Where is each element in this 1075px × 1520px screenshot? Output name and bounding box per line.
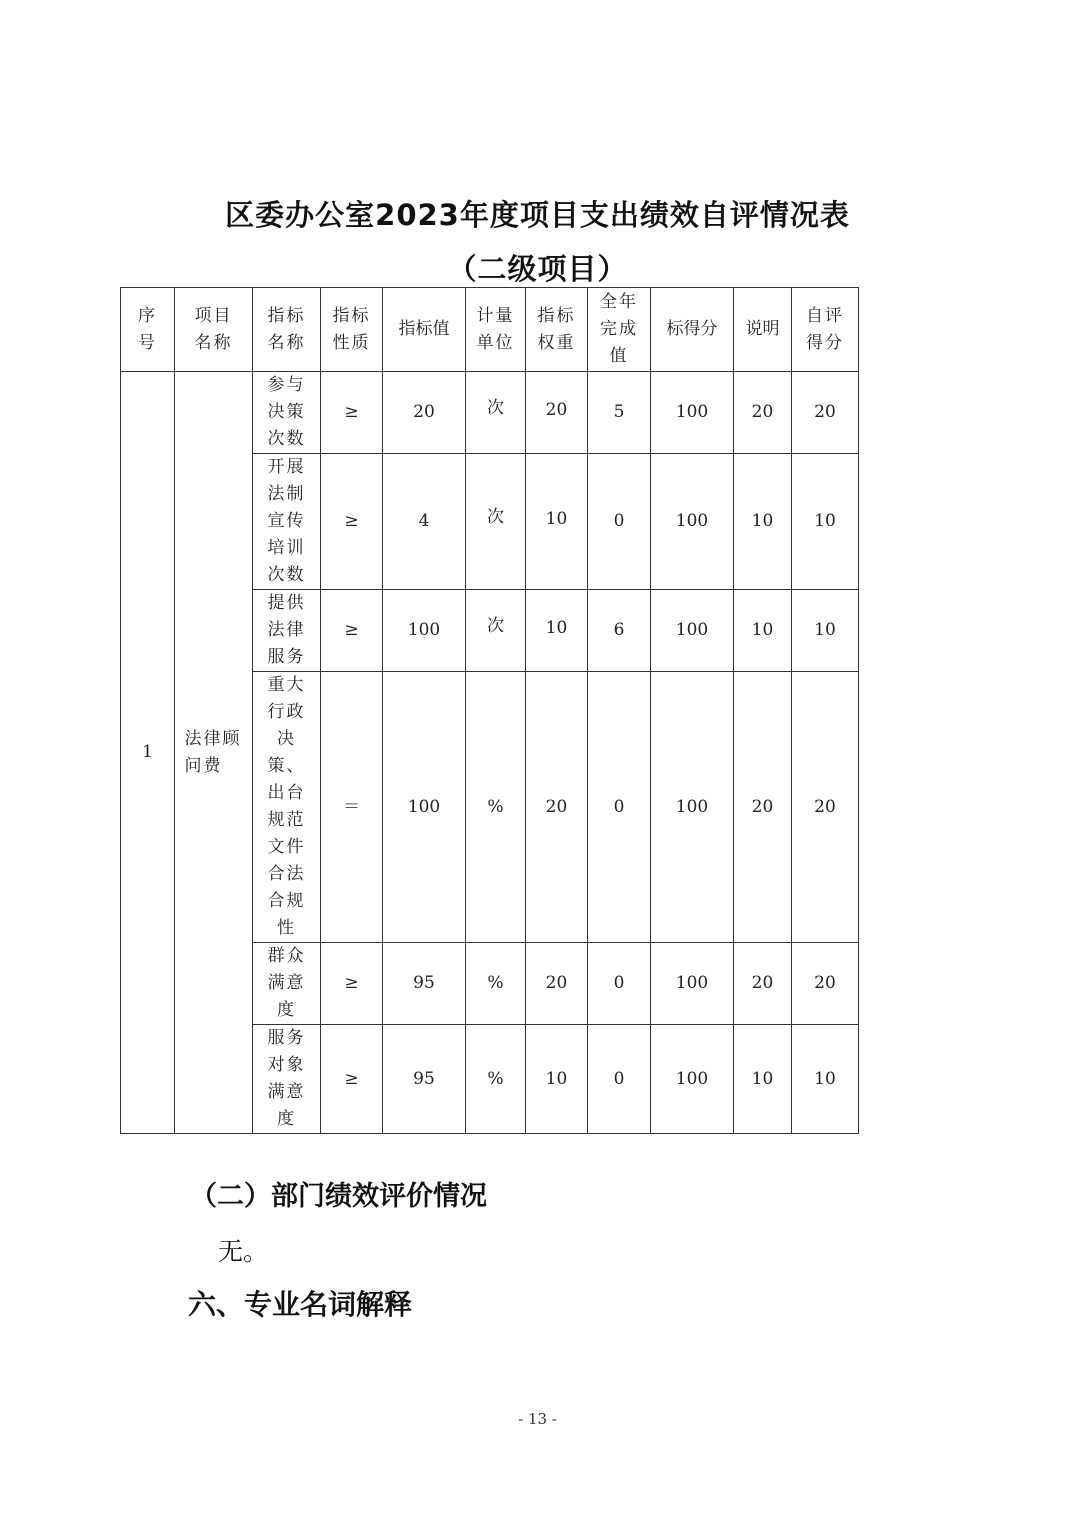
table-row	[121, 372, 859, 454]
completed-cell: 0	[588, 672, 651, 943]
header-cell: 计量单位	[466, 288, 526, 372]
self-score-cell: 20	[792, 372, 859, 454]
self-score-cell: 10	[792, 1025, 859, 1134]
section-body-text: 无。	[218, 1237, 269, 1266]
completed-cell: 0	[588, 1025, 651, 1134]
header-cell: 序号	[121, 288, 175, 372]
score-std-cell: 100	[651, 590, 734, 672]
value-cell: 100	[383, 590, 466, 672]
unit-cell: 次	[466, 590, 526, 672]
section-heading-dept-evaluation: （二）部门绩效评价情况	[190, 1181, 487, 1212]
note-cell: 10	[734, 454, 792, 590]
header-cell: 指标权重	[526, 288, 588, 372]
self-score-cell: 10	[792, 590, 859, 672]
table-subtitle: （二级项目）	[447, 252, 628, 286]
indicator-cell: 开展法制宣传培训次数	[253, 454, 321, 590]
score-std-cell: 100	[651, 1025, 734, 1134]
note-cell: 10	[734, 1025, 792, 1134]
score-std-cell: 100	[651, 454, 734, 590]
value-cell: 95	[383, 943, 466, 1025]
header-cell: 项目名称	[175, 288, 253, 372]
note-cell: 20	[734, 943, 792, 1025]
project-name-cell: 法律顾问费	[175, 372, 253, 1134]
indicator-cell: 服务对象满意度	[253, 1025, 321, 1134]
nature-cell: ≥	[321, 454, 383, 590]
self-score-cell: 20	[792, 943, 859, 1025]
value-cell: 100	[383, 672, 466, 943]
header-cell: 标得分	[651, 288, 734, 372]
weight-cell: 20	[526, 943, 588, 1025]
table-title: 区委办公室2023年度项目支出绩效自评情况表	[225, 198, 850, 232]
nature-cell: ≥	[321, 943, 383, 1025]
unit-cell: 次	[466, 454, 526, 590]
nature-cell: ≥	[321, 590, 383, 672]
header-cell: 说明	[734, 288, 792, 372]
unit-cell: %	[466, 672, 526, 943]
header-cell: 指标性质	[321, 288, 383, 372]
weight-cell: 20	[526, 672, 588, 943]
indicator-cell: 提供法律服务	[253, 590, 321, 672]
completed-cell: 0	[588, 943, 651, 1025]
note-cell: 20	[734, 372, 792, 454]
header-cell: 自评得分	[792, 288, 859, 372]
nature-cell: ＝	[321, 672, 383, 943]
header-cell: 指标值	[383, 288, 466, 372]
score-std-cell: 100	[651, 672, 734, 943]
section-heading-glossary: 六、专业名词解释	[188, 1288, 413, 1321]
note-cell: 10	[734, 590, 792, 672]
score-std-cell: 100	[651, 372, 734, 454]
unit-cell: %	[466, 1025, 526, 1134]
header-cell: 指标名称	[253, 288, 321, 372]
nature-cell: ≥	[321, 372, 383, 454]
page-number: - 13 -	[518, 1410, 557, 1428]
indicator-cell: 参与决策次数	[253, 372, 321, 454]
weight-cell: 20	[526, 372, 588, 454]
indicator-cell: 群众满意度	[253, 943, 321, 1025]
completed-cell: 5	[588, 372, 651, 454]
self-score-cell: 20	[792, 672, 859, 943]
unit-cell: %	[466, 943, 526, 1025]
note-cell: 20	[734, 672, 792, 943]
self-score-cell: 10	[792, 454, 859, 590]
table-header-row	[121, 288, 859, 372]
unit-cell: 次	[466, 372, 526, 454]
weight-cell: 10	[526, 454, 588, 590]
completed-cell: 6	[588, 590, 651, 672]
indicator-cell: 重大行政决策、出台规范文件合法合规性	[253, 672, 321, 943]
performance-table	[120, 287, 859, 1134]
completed-cell: 0	[588, 454, 651, 590]
value-cell: 20	[383, 372, 466, 454]
value-cell: 4	[383, 454, 466, 590]
value-cell: 95	[383, 1025, 466, 1134]
header-cell: 全年完成值	[588, 288, 651, 372]
seq-cell: 1	[121, 372, 175, 1134]
weight-cell: 10	[526, 590, 588, 672]
score-std-cell: 100	[651, 943, 734, 1025]
weight-cell: 10	[526, 1025, 588, 1134]
nature-cell: ≥	[321, 1025, 383, 1134]
